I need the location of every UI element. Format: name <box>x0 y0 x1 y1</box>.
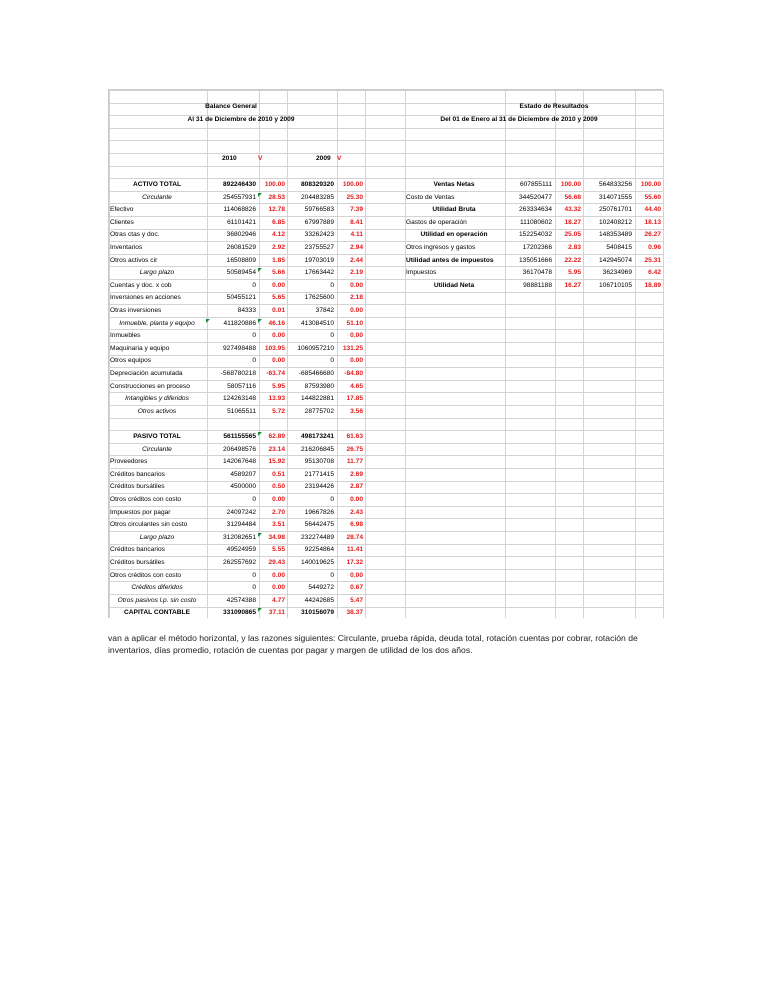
resultados-row-label: Utilidad en operación <box>420 231 488 239</box>
balance-vertical-2009: 3.56 <box>350 407 363 415</box>
resultados-row-label: Gastos de operación <box>406 218 467 226</box>
resultados-value-2010: 344520477 <box>518 193 552 201</box>
balance-value-2009: 67997889 <box>304 218 334 226</box>
resultados-value-2009: 5408415 <box>606 244 632 251</box>
resultados-vertical-2009: 0.96 <box>648 244 661 251</box>
cell-comment-marker <box>206 319 210 323</box>
balance-value-2010: 312082651 <box>222 533 256 541</box>
balance-vertical-2009: 6.98 <box>350 521 363 529</box>
resultados-row-label: Utilidad antes de impuestos <box>406 256 494 264</box>
balance-vertical-2009: 4.11 <box>350 231 363 239</box>
balance-value-2009: 0 <box>330 332 334 340</box>
grid-column-line <box>505 90 506 618</box>
balance-value-2009: 95130708 <box>304 458 334 466</box>
resultados-row-label: Ventas Netas <box>433 181 475 188</box>
balance-vertical-2010: 100.00 <box>264 181 285 188</box>
balance-value-2009: 17625600 <box>304 294 334 302</box>
balance-value-2010: 331090865 <box>222 609 256 617</box>
balance-value-2009: 44242685 <box>304 596 334 604</box>
balance-value-2010: 0 <box>252 357 256 365</box>
balance-value-2009: 0 <box>330 281 334 289</box>
cell-comment-marker <box>258 432 262 436</box>
grid-column-line <box>365 90 366 618</box>
resultados-vertical-2010: 25.05 <box>564 231 581 239</box>
balance-value-2010: 36802946 <box>226 231 256 239</box>
resultados-value-2010: 263334634 <box>518 206 552 214</box>
cell-comment-marker <box>258 533 262 537</box>
balance-value-2010: 892246430 <box>222 181 256 188</box>
balance-vertical-2010: 15.92 <box>268 458 285 466</box>
balance-vertical-2009: 17.85 <box>346 395 363 403</box>
balance-row-label: Proveedores <box>110 458 148 466</box>
balance-row-label: Créditos bancarios <box>110 546 165 554</box>
instructions-note: van a aplicar el método horizontal, y las razones siguientes: Circulante, prueba rápida, deuda total, rotación cuentas por cobrar, rotación de inventarios, días promedio, rotación de cuentas por pagar y margen de utilidad de los dos años. <box>108 633 638 655</box>
resultados-vertical-2009: 6.42 <box>648 269 661 277</box>
balance-vertical-2009: 131.25 <box>342 344 363 352</box>
resultados-vertical-2010: 18.27 <box>564 218 581 226</box>
balance-value-2010: 49524959 <box>226 546 256 554</box>
balance-value-2010: 254557931 <box>222 193 256 201</box>
balance-value-2010: 4589207 <box>230 470 256 478</box>
balance-row-label <box>110 418 204 430</box>
resultados-value-2010: 98881188 <box>523 281 552 289</box>
balance-vertical-2010: 0.00 <box>272 584 285 592</box>
resultados-value-2009: 314071555 <box>598 193 632 201</box>
balance-vertical-2010: 29.43 <box>268 559 285 566</box>
resultados-row-label: Utilidad Bruta <box>432 206 476 214</box>
balance-value-2009: 28775702 <box>304 407 334 415</box>
balance-row-label: Otros pasivos l.p. sin costo <box>117 596 197 604</box>
balance-vertical-2009: 100.00 <box>342 181 363 188</box>
grid-column-line <box>555 90 556 618</box>
resultados-vertical-2010: 16.27 <box>564 281 581 289</box>
cell-comment-marker <box>258 193 262 197</box>
balance-value-2010: 50455121 <box>226 294 256 302</box>
balance-value-2009: 92254864 <box>304 546 334 554</box>
balance-vertical-2010: 62.89 <box>268 433 285 440</box>
balance-row-label: Inversiones en acciones <box>110 294 181 302</box>
balance-row-label: Inmuebles <box>110 332 141 340</box>
resultados-vertical-2010: 43.32 <box>564 206 581 214</box>
grid-column-line <box>583 90 584 618</box>
balance-value-2009: 19667826 <box>304 508 334 516</box>
balance-value-2009: 87593980 <box>304 382 334 390</box>
balance-value-2010: 42574388 <box>226 596 256 604</box>
balance-row-label: Inmueble, planta y equipo <box>119 319 195 327</box>
balance-value-2010: 142067648 <box>222 458 256 466</box>
balance-value-2009: 21771415 <box>304 470 334 478</box>
balance-value-2010: 114068826 <box>223 206 256 214</box>
balance-value-2010: 58057116 <box>227 382 256 390</box>
balance-row-label: Créditos bursátiles <box>110 559 165 566</box>
balance-row-label: Largo plazo <box>139 533 175 541</box>
balance-vertical-2010: 28.53 <box>268 193 285 201</box>
resultados-value-2010: 17202366 <box>522 244 552 251</box>
balance-vertical-2009 <box>336 418 363 430</box>
resultados-value-2010: 36170478 <box>522 269 552 277</box>
balance-vertical-2010: 5.72 <box>272 407 285 415</box>
balance-row-label: Otros activos cir <box>110 256 158 264</box>
grid-row-line <box>109 166 663 167</box>
resultados-vertical-2009: 18.89 <box>644 281 661 289</box>
balance-row-label: Impuestos por pagar <box>110 508 171 516</box>
resultados-vertical-2010: 2.83 <box>568 244 581 251</box>
balance-vertical-2009: 2.18 <box>350 294 363 302</box>
resultados-value-2010: 111080602 <box>519 218 552 226</box>
balance-vertical-2010: 5.55 <box>272 546 285 554</box>
balance-vertical-2009: 2.19 <box>350 269 363 277</box>
balance-value-2009: 59766583 <box>304 206 334 214</box>
balance-vertical-2009: 11.41 <box>346 546 363 554</box>
balance-value-2010: 561155565 <box>223 433 256 440</box>
balance-vertical-2010: 0.00 <box>272 281 285 289</box>
balance-vertical-2010: 3.51 <box>272 521 285 529</box>
balance-vertical-2009: 7.39 <box>350 206 363 214</box>
balance-vertical-2010: 4.77 <box>272 596 285 604</box>
balance-row-label: Créditos diferidos <box>131 584 183 592</box>
balance-value-2009: 310156079 <box>300 609 334 617</box>
balance-vertical-2009: 8.41 <box>350 218 363 226</box>
balance-value-2009: 33262423 <box>304 231 334 239</box>
balance-row-label: Otros activos <box>137 407 177 415</box>
balance-vertical-2009: 0.00 <box>350 357 363 365</box>
balance-vertical-2010: -63.74 <box>266 370 285 377</box>
balance-vertical-2009: 2.87 <box>350 483 363 491</box>
balance-value-2010: 51065511 <box>227 407 256 415</box>
balance-vertical-2009: 0.00 <box>350 571 363 579</box>
balance-row-label: Otros créditos con costo <box>110 571 182 579</box>
grid-column-line <box>663 90 664 618</box>
balance-vertical-2010: 0.01 <box>272 307 285 314</box>
balance-row-label: Circulante <box>142 193 172 201</box>
balance-row-label: ACTIVO TOTAL <box>132 181 182 188</box>
balance-value-2009: 216206845 <box>300 445 334 453</box>
balance-vertical-2010: 5.95 <box>272 382 285 390</box>
balance-vertical-2009: 26.75 <box>346 445 363 453</box>
column-header-v-2009: V <box>337 155 342 162</box>
resultados-value-2010: 135051666 <box>518 256 552 264</box>
grid-row-line <box>109 128 663 129</box>
balance-vertical-2009: 4.65 <box>350 382 363 390</box>
balance-value-2009: 808329320 <box>300 181 334 188</box>
balance-value-2010: 4500000 <box>230 483 256 491</box>
balance-vertical-2009: 0.00 <box>350 496 363 503</box>
balance-row-label: Construcciones en proceso <box>110 382 190 390</box>
resultados-title: Estado de Resultados <box>519 103 589 110</box>
grid-column-line <box>405 90 406 618</box>
balance-vertical-2010: 0.51 <box>272 470 285 478</box>
resultados-value-2009: 564833256 <box>598 181 632 188</box>
balance-value-2010: 16508809 <box>226 256 256 264</box>
balance-value-2010: 24097242 <box>226 508 256 516</box>
balance-vertical-2009: 2.43 <box>350 508 363 516</box>
balance-vertical-2010: 0.50 <box>272 483 285 491</box>
balance-value-2009: 232274489 <box>300 533 334 541</box>
balance-row-label: Otras ctas y doc. <box>110 231 160 239</box>
resultados-vertical-2009: 25.31 <box>644 256 661 264</box>
balance-value-2010: 84333 <box>237 307 256 314</box>
balance-vertical-2010: 0.00 <box>272 496 285 503</box>
balance-vertical-2009: 0.00 <box>350 307 363 314</box>
resultados-value-2009: 148353489 <box>598 231 632 239</box>
resultados-row-label: Utilidad Neta <box>433 281 475 289</box>
balance-vertical-2010 <box>258 418 285 430</box>
column-header-2009: 2009 <box>316 155 331 162</box>
resultados-row-label: Otros ingresos y gastos <box>406 244 476 251</box>
balance-value-2009: -685466680 <box>298 370 334 377</box>
balance-value-2009: 17663442 <box>304 269 334 277</box>
balance-vertical-2010: 0.00 <box>272 332 285 340</box>
balance-value-2009: 5449272 <box>308 584 334 592</box>
balance-value-2009: 23755527 <box>304 244 334 251</box>
balance-vertical-2010: 5.65 <box>272 294 285 302</box>
balance-value-2009: 204483285 <box>300 193 334 201</box>
balance-vertical-2009: 0.67 <box>350 584 363 592</box>
balance-vertical-2009: 2.94 <box>350 244 363 251</box>
resultados-row-label: Impuestos <box>406 269 437 277</box>
balance-value-2010 <box>208 418 256 430</box>
balance-vertical-2010: 37.11 <box>268 609 285 617</box>
resultados-value-2009: 142945074 <box>598 256 632 264</box>
balance-vertical-2009: 0.00 <box>350 332 363 340</box>
balance-row-label: Depreciación acumulada <box>110 370 183 377</box>
balance-row-label: Otros equipos <box>110 357 152 365</box>
resultados-vertical-2010: 100.00 <box>560 181 581 188</box>
balance-vertical-2009: 5.47 <box>350 596 363 604</box>
balance-value-2010: 206498576 <box>222 445 256 453</box>
resultados-vertical-2009: 55.60 <box>644 193 661 201</box>
cell-comment-marker <box>258 319 262 323</box>
balance-value-2009: 413084510 <box>300 319 334 327</box>
resultados-subtitle: Del 01 de Enero al 31 de Diciembre de 2010 y 2009 <box>440 116 598 123</box>
resultados-value-2009: 250761701 <box>598 206 632 214</box>
balance-value-2010: 31294484 <box>226 521 256 529</box>
balance-vertical-2010: 4.12 <box>272 231 285 239</box>
balance-value-2009: 140019625 <box>300 559 334 566</box>
cell-comment-marker <box>258 608 262 612</box>
balance-row-label: Créditos bursátiles <box>110 483 165 491</box>
balance-value-2009: 0 <box>330 496 334 503</box>
balance-value-2010: 927498488 <box>222 344 256 352</box>
grid-column-line <box>635 90 636 618</box>
balance-vertical-2009: 25.30 <box>346 193 363 201</box>
balance-row-label: CAPITAL CONTABLE <box>124 609 190 617</box>
resultados-vertical-2009: 100.00 <box>640 181 661 188</box>
balance-vertical-2010: 46.16 <box>268 319 285 327</box>
resultados-vertical-2010: 5.95 <box>568 269 581 277</box>
balance-value-2010: 0 <box>252 584 256 592</box>
balance-vertical-2010: 1.85 <box>272 256 285 264</box>
balance-value-2010: 411820886 <box>223 319 256 327</box>
balance-vertical-2010: 0.00 <box>272 571 285 579</box>
balance-vertical-2009: 28.74 <box>346 533 363 541</box>
balance-vertical-2010: 13.93 <box>268 395 285 403</box>
resultados-vertical-2009: 44.40 <box>644 206 661 214</box>
balance-vertical-2009: 0.00 <box>350 281 363 289</box>
balance-vertical-2010: 5.66 <box>272 269 285 277</box>
balance-row-label: Inventarios <box>110 244 143 251</box>
cell-comment-marker <box>258 268 262 272</box>
balance-row-label: Clientes <box>110 218 134 226</box>
balance-vertical-2009: 38.37 <box>346 609 363 617</box>
balance-subtitle: Al 31 de Diciembre de 2010 y 2009 <box>187 116 295 123</box>
balance-value-2009 <box>288 418 334 430</box>
resultados-value-2009: 102408212 <box>598 218 632 226</box>
balance-row-label: Intangibles y diferidos <box>125 395 189 403</box>
balance-row-label: Largo plazo <box>139 269 175 277</box>
balance-row-label: Créditos bancarios <box>110 470 165 478</box>
balance-vertical-2010: 34.98 <box>268 533 285 541</box>
balance-vertical-2009: 2.69 <box>350 470 363 478</box>
resultados-value-2010: 152254032 <box>518 231 552 239</box>
balance-vertical-2010: 12.78 <box>268 206 285 214</box>
balance-value-2009: 19703019 <box>304 256 334 264</box>
grid-row-line <box>109 90 663 91</box>
balance-value-2010: 124263148 <box>222 395 256 403</box>
balance-value-2009: 1060957210 <box>297 344 334 352</box>
resultados-value-2009: 106710105 <box>598 281 632 289</box>
balance-value-2009: 0 <box>330 357 334 365</box>
resultados-value-2010: 607855111 <box>519 181 552 188</box>
balance-value-2009: 56442475 <box>304 521 334 529</box>
resultados-vertical-2010: 56.68 <box>564 193 581 201</box>
balance-value-2010: -568780218 <box>220 370 256 377</box>
balance-value-2009: 0 <box>330 571 334 579</box>
balance-value-2009: 144822881 <box>300 395 334 403</box>
balance-vertical-2009: 51.10 <box>346 319 363 327</box>
balance-vertical-2010: 0.00 <box>272 357 285 365</box>
balance-value-2009: 23194426 <box>304 483 334 491</box>
balance-vertical-2009: 11.77 <box>346 458 363 466</box>
balance-row-label: Cuentas y doc. x cob <box>110 281 172 289</box>
balance-value-2009: 498173241 <box>300 433 334 440</box>
column-header-2010: 2010 <box>222 155 237 162</box>
resultados-value-2009: 36234969 <box>602 269 632 277</box>
balance-vertical-2010: 23.14 <box>268 445 285 453</box>
resultados-row-label: Costo de Ventas <box>406 193 455 201</box>
balance-vertical-2009: 2.44 <box>350 256 363 264</box>
balance-row-label: Circulante <box>142 445 172 453</box>
balance-value-2010: 61101421 <box>227 218 256 226</box>
balance-value-2010: 262557692 <box>222 559 256 566</box>
balance-row-label: PASIVO TOTAL <box>133 433 181 440</box>
balance-vertical-2009: 61.63 <box>346 433 363 440</box>
balance-row-label: Otros circulantes sin costo <box>110 521 188 529</box>
balance-row-label: Otras inversiones <box>110 307 162 314</box>
balance-vertical-2010: 103.95 <box>264 344 285 352</box>
balance-value-2009: 37842 <box>315 307 334 314</box>
balance-value-2010: 0 <box>252 496 256 503</box>
balance-value-2010: 0 <box>252 571 256 579</box>
balance-vertical-2010: 2.70 <box>272 508 285 516</box>
column-header-v-2010: V <box>258 155 263 162</box>
balance-title: Balance General <box>205 103 257 110</box>
balance-vertical-2009: 17.32 <box>346 559 363 566</box>
balance-value-2010: 0 <box>252 281 256 289</box>
balance-row-label: Efectivo <box>110 206 134 214</box>
balance-value-2010: 0 <box>252 332 256 340</box>
balance-vertical-2009: -84.80 <box>344 370 363 377</box>
balance-row-label: Maquinaria y equipo <box>110 344 170 352</box>
balance-value-2010: 26081529 <box>226 244 256 251</box>
balance-row-label: Otros créditos con costo <box>110 496 182 503</box>
grid-row-line <box>109 140 663 141</box>
balance-vertical-2010: 2.92 <box>272 244 285 251</box>
balance-vertical-2010: 6.85 <box>272 218 285 226</box>
grid-row-line <box>109 153 663 154</box>
resultados-vertical-2010: 22.22 <box>564 256 581 264</box>
resultados-vertical-2009: 18.13 <box>644 218 661 226</box>
resultados-vertical-2009: 26.27 <box>644 231 661 239</box>
balance-value-2010: 50589454 <box>226 269 256 277</box>
